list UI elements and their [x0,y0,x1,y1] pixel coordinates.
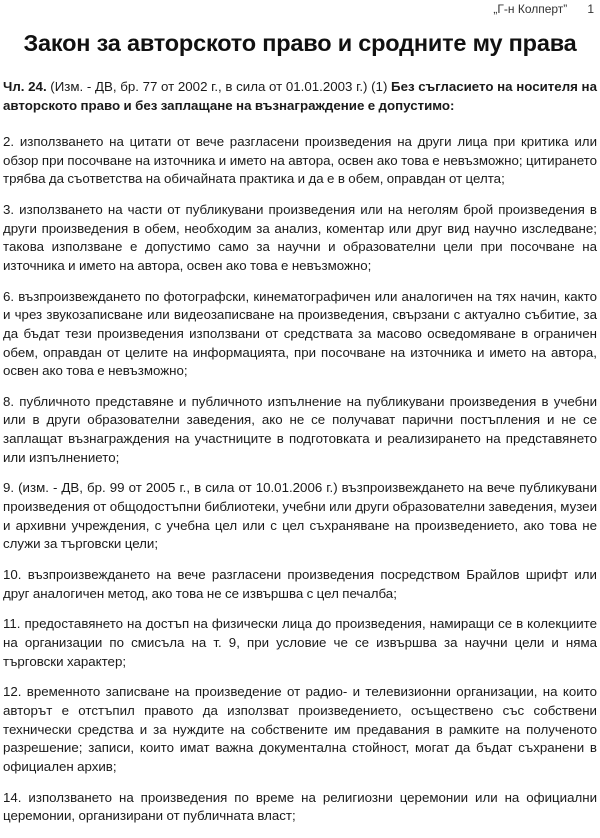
document-title: Закон за авторското право и сродните му права [23,30,577,56]
list-item-12: 12. временното записване на произведение от радио- и телевизионни организации, на които авторът е отстъпил правото да използват произведението, осъществено със собствени технически средства и за нуждите на собствените им предавания в рамките на полученото разрешение; записи, които имат важна документална стойност, могат да бъдат съхранени в официален архив; [3,684,597,774]
list-item-9: 9. (изм. - ДВ, бр. 99 от 2005 г., в сила от 10.01.2006 г.) възпроизвеждането на вече публикувани произведения от общодостъпни библиотеки, учебни или други образователни заведения, музеи и архивни учреждения, с учебна цел или с цел съхраняване на произведението, ако това не служи за търговски цели; [3,480,597,552]
article-lead: Без съгласието на носителя на авторското право и без заплащане на възнаграждение е допустимо: [3,79,597,113]
running-title: „Г-н Колперт” [493,2,568,16]
list-item-10: 10. възпроизвеждането на вече разгласени произведения посредством Брайлов шрифт или друг аналогичен метод, ако това не се извършва с цел печалба; [3,567,597,601]
list-item-14: 14. използването на произведения по време на религиозни церемонии или на официални церемонии, организирани от публичната власт; [3,789,597,824]
list-item-8: 8. публичното представяне и публичното изпълнение на публикувани произведения в учебни или в други образователни заведения, ако не се получават парични постъпления и не се заплащат възнаграждения на участниците в подготовката и реализирането на представянето или изпълнението; [3,393,597,465]
list-item-6: 6. възпроизвеждането по фотографски, кинематографичен или аналогичен на тях начин, както и чрез звукозаписване или видеозаписване на произведения, свързани с актуално събитие, за да бъдат тези произведения използвани от средствата за масово осведомяване в ограничен обем, оправдан от целите на информацията, при посочване на източника и името на автора, освен ако това е невъзможно; [3,288,597,379]
list-item-3: 3. използването на части от публикувани произведения или на неголям брой произведения в други произведения в обем, необходим за анализ, коментар или друг вид научно изследване; такова използване е допустимо само за научни и образователни цели при посочване на източника и името на автора, освен ако това е невъзможно; [3,202,597,273]
list-item-2: 2. използването на цитати от вече разгласени произведения на други лица при критика или обзор при посочване на източника и името на автора, освен ако това е невъзможно; цитирането трябва да съответства на обичайната практика и да е в обем, оправдан от целта; [3,134,597,187]
page-header [493,2,594,16]
article-amendment: (Изм. - ДВ, бр. 77 от 2002 г., в сила от 01.01.2003 г.) (1) [46,79,392,94]
document-body [3,78,597,838]
list-item-11: 11. предоставянето на достъп на физически лица до произведения, намиращи се в колекциите на организации по смисъла на т. 9, при условие че се извършва за научни цели и няма търговски характер; [3,616,597,669]
article-label: Чл. 24. [3,79,47,94]
article-intro [3,78,597,115]
page-number: 1 [587,2,594,16]
